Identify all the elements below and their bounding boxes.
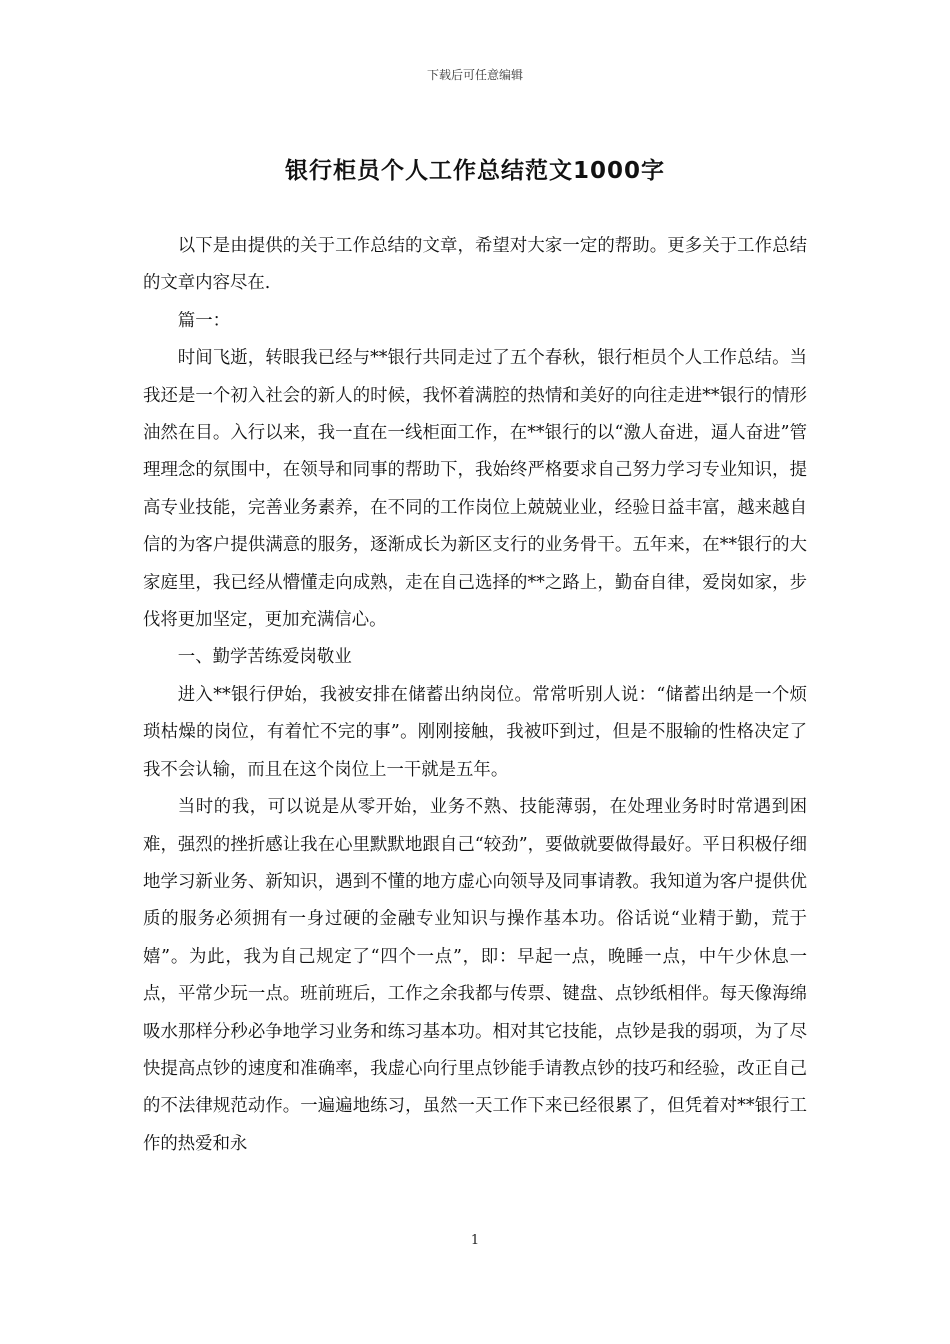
paragraph-heading-one: 一、勤学苦练爱岗敬业 (177, 647, 352, 668)
page-number: 1 (470, 1233, 480, 1248)
paragraph-section-label: 篇一： (177, 310, 230, 331)
paragraph-learning: 当时的我，可以说是从零开始，业务不熟、技能薄弱，在处理业务时时常遇到困难，强烈的挫折感让我在心里默默地跟自己“较劲”，要做就要做得最好。平日积极仔细地学习新业务、新知识，遇到不懂的地方虚心向领导及同事请教。我知道为客户提供优质的服务必须拥有一身过硬的金融专业知识与操作基本功。俗话说“业精于勤，荒于嬉”。为此，我为自己规定了“四个一点”，即：早起一点，晚睡一点，中午少休息一点，平常少玩一点。班前班后，工作之余我都与传票、键盘、点钞纸相伴。每天像海绵吸水那样分秒必争地学习业务和练习基本功。相对其它技能，点钞是我的弱项，为了尽快提高点钞的速度和准确率，我虚心向行里点钞能手请教点钞的技巧和经验，改正自己的不法律规范动作。一遍遍地练习，虽然一天工作下来已经很累了，但凭着对**银行工作的热爱和永 (143, 797, 807, 1154)
paragraph-intro: 以下是由提供的关于工作总结的文章，希望对大家一定的帮助。更多关于工作总结的文章内容尽在. (143, 236, 807, 294)
paragraph-opening: 时间飞逝，转眼我已经与**银行共同走过了五个春秋，银行柜员个人工作总结。当我还是一个初入社会的新人的时候，我怀着满腔的热情和美好的向往走进**银行的情形油然在目。入行以来，我一直在一线柜面工作，在**银行的以“激人奋进，逼人奋进”管理理念的氛围中，在领导和同事的帮助下，我始终严格要求自己努力学习专业知识，提高专业技能，完善业务素养，在不同的工作岗位上兢兢业业，经验日益丰富，越来越自信的为客户提供满意的服务，逐渐成长为新区支行的业务骨干。五年来，在**银行的大家庭里，我已经从懵懂走向成熟，走在自己选择的**之路上，勤奋自律，爱岗如家，步伐将更加坚定，更加充满信心。 (143, 348, 807, 631)
header-note: 下载后可任意编辑 (426, 68, 523, 82)
paragraph-cashier-post: 进入**银行伊始，我被安排在储蓄出纳岗位。常常听别人说：“储蓄出纳是一个烦琐枯燥的岗位，有着忙不完的事”。刚刚接触，我被吓到过，但是不服输的性格决定了我不会认输，而且在这个岗位上一干就是五年。 (143, 684, 807, 780)
document-title: 银行柜员个人工作总结范文1000字 (284, 158, 665, 184)
document-body (143, 228, 807, 1163)
